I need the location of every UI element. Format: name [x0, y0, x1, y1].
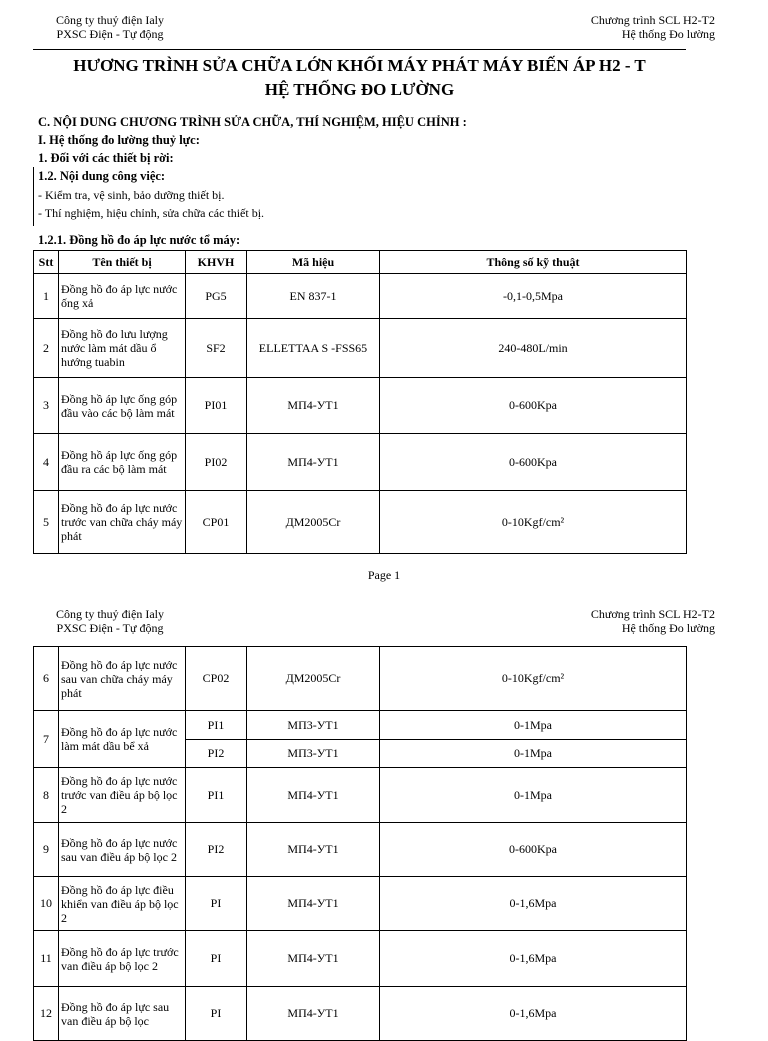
row-name: Đồng hồ đo áp lực điều khiển van điều áp bộ lọc 2	[59, 877, 186, 931]
row-name: Đồng hồ đo áp lực nước sau van chữa cháy máy phát	[59, 647, 186, 711]
row-khvh: CP01	[186, 491, 247, 554]
section-i-heading: I. Hệ thống đo lường thuỷ lực:	[38, 133, 200, 147]
row-code: EN 837-1	[247, 274, 380, 319]
row-khvh: PI	[186, 931, 247, 987]
table-row	[34, 491, 687, 554]
table-heading: 1.2.1. Đồng hồ đo áp lực nước tổ máy:	[38, 233, 241, 247]
row-code: МП3-УТ1	[247, 740, 380, 768]
row-khvh: CP02	[186, 647, 247, 711]
row-code: МП4-УТ1	[247, 987, 380, 1041]
section-1-heading: 1. Đối với các thiết bị rời:	[38, 151, 174, 165]
program-name: Chương trình SCL H2-T2	[590, 607, 715, 621]
row-khvh: PI	[186, 877, 247, 931]
row-khvh: PI1	[186, 711, 247, 740]
col-header-stt: Stt	[34, 251, 59, 274]
row-khvh: PI1	[186, 768, 247, 823]
table-row	[34, 987, 687, 1041]
system-name: Hệ thống Đo lường	[621, 621, 715, 635]
row-stt: 1	[34, 274, 59, 319]
row-name: Đồng hồ đo áp lực sau van điều áp bộ lọc	[59, 987, 186, 1041]
work-content-box	[33, 167, 37, 226]
document-title-line2: HỆ THỐNG ĐO LƯỜNG	[264, 80, 455, 99]
table-row	[34, 823, 687, 877]
row-stt: 11	[34, 931, 59, 987]
row-khvh: PI2	[186, 740, 247, 768]
row-spec: 0-600Kpa	[380, 434, 687, 491]
work-item-2: - Thí nghiệm, hiệu chỉnh, sửa chữa các thiết bị.	[38, 206, 265, 220]
row-khvh: PI	[186, 987, 247, 1041]
row-stt: 10	[34, 877, 59, 931]
header-right-page2	[520, 607, 715, 635]
row-name: Đồng hồ áp lực ống góp đầu ra các bộ làm mát	[59, 434, 186, 491]
header-right	[520, 13, 715, 41]
row-code: МП4-УТ1	[247, 931, 380, 987]
row-spec: 0-1,6Mpa	[380, 877, 687, 931]
row-spec: 0-600Kpa	[380, 378, 687, 434]
row-spec: 0-1,6Mpa	[380, 987, 687, 1041]
col-header-name: Tên thiết bị	[59, 251, 186, 274]
work-item-1: - Kiểm tra, vệ sinh, bảo dưỡng thiết bị.	[38, 188, 225, 202]
row-khvh: PG5	[186, 274, 247, 319]
company-name: Công ty thuỷ điện Ialy	[56, 13, 164, 27]
row-name: Đồng hồ đo áp lực nước trước van chữa cháy máy phát	[59, 491, 186, 554]
row-code: МП4-УТ1	[247, 877, 380, 931]
header-left-page2	[40, 607, 180, 635]
row-stt: 9	[34, 823, 59, 877]
row-name: Đồng hồ áp lực ống góp đầu vào các bộ làm mát	[59, 378, 186, 434]
col-header-code: Mã hiệu	[247, 251, 380, 274]
col-header-khvh: KHVH	[186, 251, 247, 274]
row-code: МП4-УТ1	[247, 768, 380, 823]
table-row	[34, 931, 687, 987]
row-spec: 0-1Mpa	[380, 740, 687, 768]
work-content-heading: 1.2. Nội dung công việc:	[38, 169, 166, 183]
row-khvh: PI02	[186, 434, 247, 491]
row-stt: 12	[34, 987, 59, 1041]
table-row	[34, 319, 687, 378]
department-name: PXSC Điện - Tự động	[56, 27, 164, 41]
document-title-line1: HƯƠNG TRÌNH SỬA CHỮA LỚN KHỐI MÁY PHÁT MÁY BIẾN ÁP H2 - T	[73, 56, 646, 75]
table-row	[34, 378, 687, 434]
row-spec: 0-1Mpa	[380, 711, 687, 740]
table-header-row	[34, 251, 687, 274]
row-code: МП4-УТ1	[247, 434, 380, 491]
page-number: Page 1	[367, 568, 401, 582]
row-spec: 0-10Kgf/cm²	[380, 491, 687, 554]
table-row	[34, 434, 687, 491]
row-spec: 0-10Kgf/cm²	[380, 647, 687, 711]
row-spec: 0-600Kpa	[380, 823, 687, 877]
row-stt: 6	[34, 647, 59, 711]
row-name: Đồng hồ đo lưu lượng nước làm mát dầu ổ hướng tuabin	[59, 319, 186, 378]
table-row	[34, 768, 687, 823]
program-name: Chương trình SCL H2-T2	[590, 13, 715, 27]
row-spec: 0-1Mpa	[380, 768, 687, 823]
row-code: МП3-УТ1	[247, 711, 380, 740]
row-code: МП4-УТ1	[247, 823, 380, 877]
row-spec: 0-1,6Mpa	[380, 931, 687, 987]
row-khvh: SF2	[186, 319, 247, 378]
header-separator	[33, 49, 686, 50]
row-spec: -0,1-0,5Mpa	[380, 274, 687, 319]
table-row	[34, 274, 687, 319]
row-code: ДМ2005Сr	[247, 491, 380, 554]
equipment-table-page2	[33, 646, 687, 1041]
row-code: МП4-УТ1	[247, 378, 380, 434]
row-name: Đồng hồ đo áp lực nước ống xả	[59, 274, 186, 319]
row-code: ELLETTAA S -FSS65	[247, 319, 380, 378]
table-row	[34, 711, 687, 740]
header-left	[40, 13, 180, 41]
row-stt: 2	[34, 319, 59, 378]
row-khvh: PI01	[186, 378, 247, 434]
row-stt: 4	[34, 434, 59, 491]
row-stt: 8	[34, 768, 59, 823]
department-name: PXSC Điện - Tự động	[56, 621, 164, 635]
company-name: Công ty thuỷ điện Ialy	[56, 607, 164, 621]
row-stt: 3	[34, 378, 59, 434]
row-name: Đồng hồ đo áp lực nước trước van điều áp bộ lọc 2	[59, 768, 186, 823]
table-row	[34, 647, 687, 711]
system-name: Hệ thống Đo lường	[621, 27, 715, 41]
row-stt: 7	[34, 711, 59, 768]
row-code: ДМ2005Сr	[247, 647, 380, 711]
row-name: Đồng hồ đo áp lực nước sau van điều áp bộ lọc 2	[59, 823, 186, 877]
row-stt: 5	[34, 491, 59, 554]
row-name: Đồng hồ đo áp lực nước làm mát dầu bể xả	[59, 711, 186, 768]
row-spec: 240-480L/min	[380, 319, 687, 378]
col-header-spec: Thông số kỹ thuật	[380, 251, 687, 274]
row-khvh: PI2	[186, 823, 247, 877]
table-row	[34, 877, 687, 931]
equipment-table-page1	[33, 250, 687, 554]
row-name: Đồng hồ đo áp lực trước van điều áp bộ lọc 2	[59, 931, 186, 987]
section-c-heading: C. NỘI DUNG CHƯƠNG TRÌNH SỬA CHỮA, THÍ NGHIỆM, HIỆU CHỈNH :	[38, 115, 467, 129]
